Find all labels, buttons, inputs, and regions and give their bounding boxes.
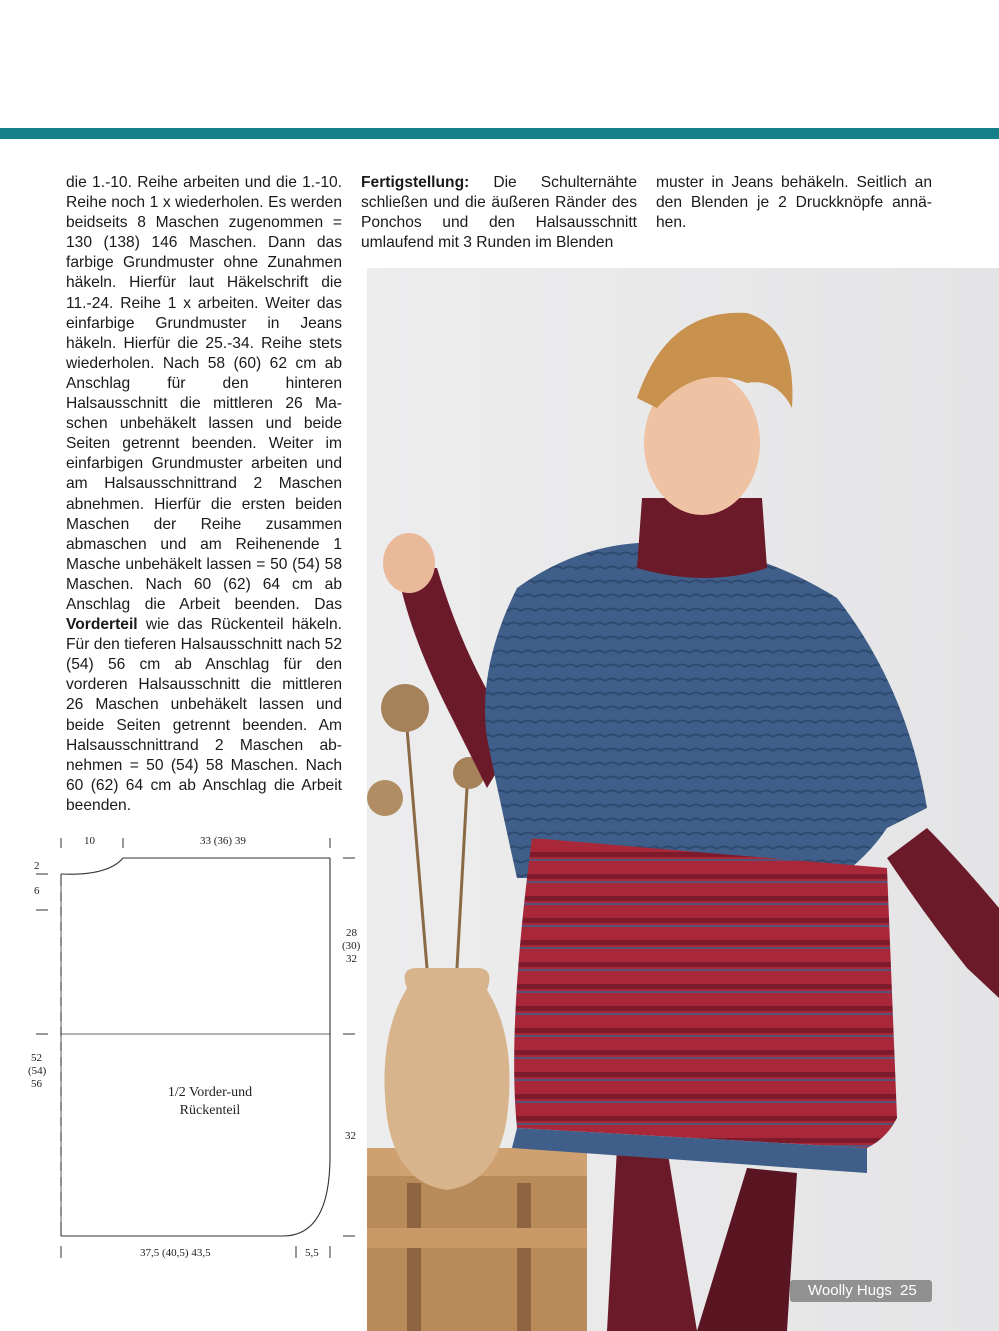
label-top-width: 33 (36) 39 [200,835,246,847]
dried-flower-head [381,684,429,732]
label-right-upper-1: 28 [346,927,357,939]
column2-bold-fertigstellung: Fertigstellung: [361,174,470,191]
label-bottom-right: 5,5 [305,1247,319,1259]
text-column-2 [361,173,637,253]
raised-hand [383,533,435,593]
label-left-6: 6 [34,885,40,897]
column3-text: muster in Jeans behäkeln. Seitlich an den Blenden je 2 Druckknöpfe annähen. [656,174,932,232]
pattern-schematic [28,826,368,1266]
label-right-lower: 32 [345,1130,356,1142]
woman-wearing-crocheted-poncho-photo [367,268,999,1331]
poncho-red-section [514,838,897,1148]
schematic-title-line1: 1/2 Vorder-und [167,1085,253,1100]
column2-text: Die Schulternähte schließen und die äußeren Ränder des Ponchos und den Halsausschnitt umlaufend mit 3 Runden im Blenden [361,174,637,252]
column1-text-b: wie das Rückenteil häkeln. Für den tieferen Halsausschnitt nach 52 (54) 56 cm ab Anschlag für den vorderen Halsausschnitt die mittleren 26 Maschen unbehäkelt lassen und beide Seiten getrennt beenden. Am Halsausschnittrand 2 Maschen abnehmen = 50 (54) 58 Maschen. Nach 60 (62) 64 cm ab Anschlag die Arbeit beenden. [66,616,342,814]
label-right-upper-3: 32 [346,953,357,965]
text-column-1 [66,173,342,816]
label-left-height-3: 56 [31,1078,42,1090]
label-left-height-1: 52 [31,1052,42,1064]
label-top-left: 10 [84,835,95,847]
neckline-curve [61,858,123,874]
magazine-name: Woolly Hugs [808,1282,892,1299]
dried-flower-head [367,780,403,816]
label-right-upper-2: (30) [342,940,361,952]
wooden-vase [385,968,510,1190]
column1-text-a: die 1.-10. Reihe arbeiten und die 1.-10. Reihe noch 1 x wiederholen. Es werden beidseits 8 Maschen zugenommen = 130 (138) 146 Maschen. Dann das farbige Grundmuster ohne Zunahmen häkeln. Hierfür laut Häkelschrift die 11.-24. Reihe 1 x arbeiten. Weiter das einfarbige Grundmuster in Jeans häkeln. Hierfür die 25.-34. Reihe stets wiederholen. Nach 58 (60) 62 cm ab Anschlag für den hinteren Halsausschnitt die mittleren 26 Maschen unbehäkelt lassen und beide Seiten getrennt beenden. Weiter im einfarbigen Grundmuster arbeiten und am Halsausschnittrand 2 Maschen abnehmen. Hierfür die ersten beiden Maschen der Reihe zusammen abmaschen und am Reihenende 1 Masche unbehäkelt lassen = 50 (54) 58 Maschen. Nach 60 (62) 64 cm ab Anschlag die Arbeit beenden. Das [66,174,342,613]
outer-edge [61,858,330,1236]
label-left-2: 2 [34,860,40,872]
column1-bold-vorderteil: Vorderteil [66,616,138,634]
accent-bar [0,128,999,139]
page-number: 25 [900,1282,917,1299]
text-column-3 [656,173,932,233]
label-left-height-2: (54) [28,1065,47,1077]
label-bottom-width: 37,5 (40,5) 43,5 [140,1247,211,1259]
schematic-title-line2: Rückenteil [179,1103,241,1118]
page-footer-badge [790,1280,932,1302]
